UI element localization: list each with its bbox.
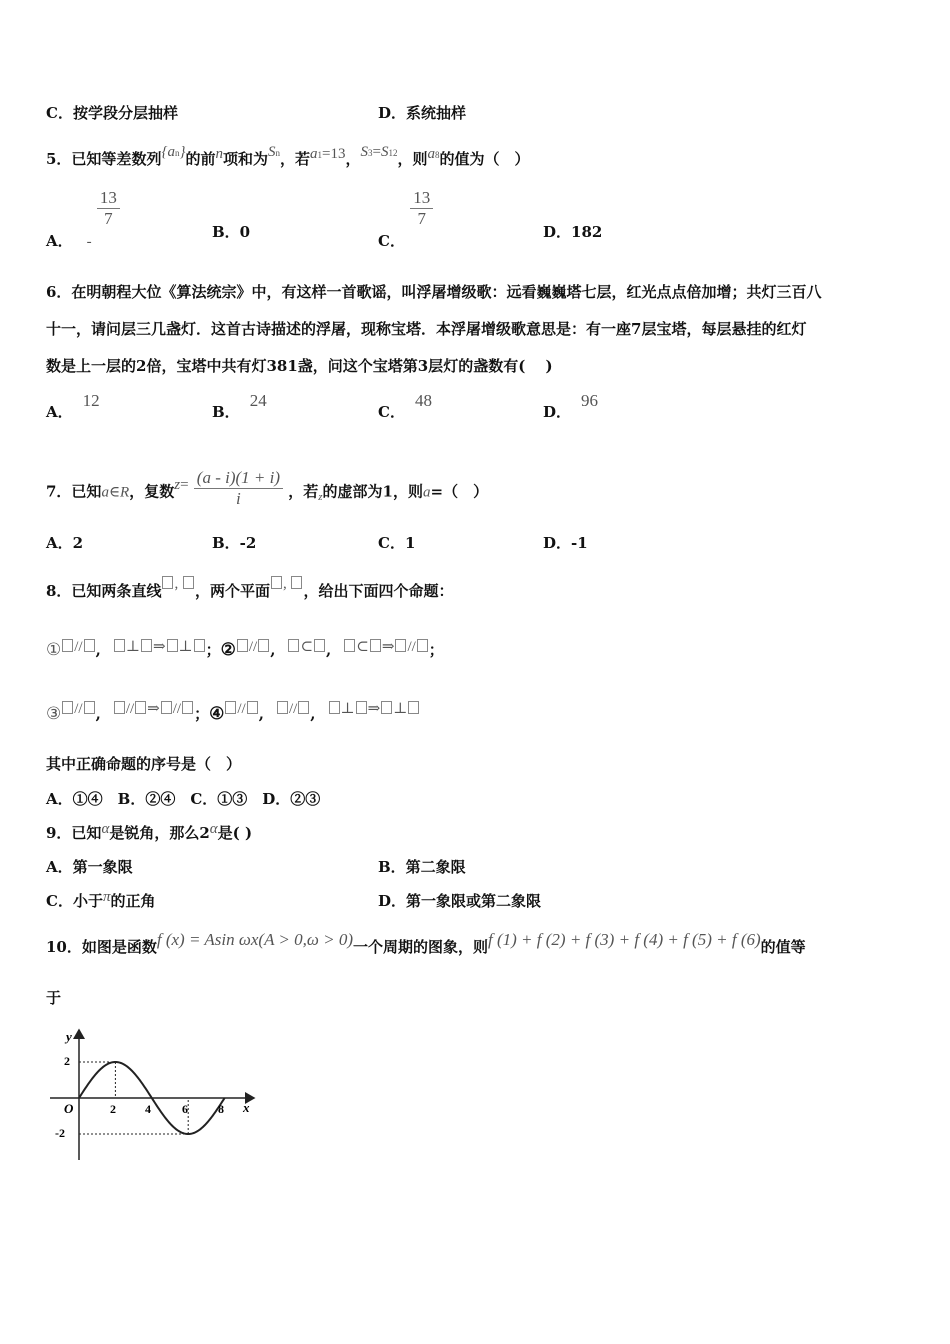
q9-option-c: C．小于π的正角 bbox=[46, 889, 156, 910]
q5-text-1: 5．已知等差数列 bbox=[46, 150, 162, 168]
q9-stem: 9．已知α是锐角，那么2α是( ) bbox=[46, 821, 253, 842]
q6-option-d: D．96 bbox=[543, 391, 599, 421]
q9-option-b: B．第二象限 bbox=[378, 858, 466, 876]
x-tick-8: 8 bbox=[218, 1102, 224, 1116]
q6-line-2: 十一，请问层三几盏灯．这首古诗描述的浮屠，现称宝塔．本浮屠增级歌意思是：有一座7层宝塔，每层悬挂的红灯 bbox=[46, 320, 807, 338]
q5-stem bbox=[46, 144, 530, 169]
q5-a8: a8 bbox=[427, 146, 440, 162]
q5-seq: {an} bbox=[161, 144, 186, 160]
q5-option-c-fraction: $\frac{13}{7}$ bbox=[410, 188, 433, 229]
q5-text-6: ，则 bbox=[397, 150, 428, 168]
y-axis-label: y bbox=[66, 1029, 72, 1044]
q7-option-b: B．-2 bbox=[212, 534, 257, 552]
q10-function: f (x) = Asin ωx(A > 0,ω > 0) bbox=[156, 930, 353, 949]
x-axis-label: x bbox=[243, 1100, 250, 1115]
x-tick-4: 4 bbox=[145, 1102, 151, 1116]
q8-proposition-1-2: ① // , ⊥ ⇒ ⊥ ；② // , ⊂ , ⊂ ⇒ // ； bbox=[46, 639, 444, 660]
q5-S3-eq-S12: S3=S12 bbox=[360, 144, 398, 160]
q8-stem: 8．已知两条直线 , ，两个平面 , ，给出下面四个命题： bbox=[46, 576, 454, 600]
q5-option-b: B．0 bbox=[212, 223, 251, 241]
q5-option-a: A． - $\frac{13}{7}$ bbox=[46, 194, 120, 235]
q5-option-a-fraction: $\frac{13}{7}$ bbox=[97, 188, 120, 229]
q5-text-5: ， bbox=[345, 150, 361, 168]
q6-option-c: C．48 bbox=[378, 391, 432, 421]
q5-option-d: D．182 bbox=[543, 223, 603, 241]
q10-stem-end: 于 bbox=[46, 989, 62, 1007]
q8-question: 其中正确命题的序号是（ ） bbox=[46, 755, 242, 773]
q5-text-4: ，若 bbox=[279, 150, 310, 168]
origin-label: O bbox=[64, 1101, 74, 1116]
q6-option-b: B．24 bbox=[212, 391, 267, 421]
sine-graph bbox=[44, 1024, 264, 1164]
x-tick-2: 2 bbox=[110, 1102, 116, 1116]
q7-fraction: $\frac{(a - i)(1 + i)}{i}$ bbox=[194, 468, 283, 509]
q7-stem: 7．已知a∈R，复数z= $\frac{(a - i)(1 + i)}{i}$ ，若$_z$的虚部为1，则a=（ ） bbox=[46, 468, 489, 508]
q7-condition: a∈R bbox=[101, 484, 130, 501]
y-tick-neg2: -2 bbox=[55, 1126, 65, 1140]
q10-sum: f (1) + f (2) + f (3) + f (4) + f (5) + f (6) bbox=[488, 930, 761, 949]
q8-proposition-3-4: ③ // , // ⇒ // ；④ // , // , ⊥ ⇒ ⊥ bbox=[46, 703, 420, 724]
q5-text-7: 的值为（ ） bbox=[439, 150, 530, 168]
q4-option-c: C．按学段分层抽样 bbox=[46, 104, 178, 122]
q7-option-c: C．1 bbox=[378, 534, 416, 552]
q9-option-a: A．第一象限 bbox=[46, 858, 133, 876]
q5-option-c: C． $\frac{13}{7}$ bbox=[378, 194, 433, 235]
q8-options: A．①④ B．②④ C．①③ D．②③ bbox=[46, 790, 321, 808]
q5-Sn: Sn bbox=[267, 144, 280, 160]
q5-a1: a1=13 bbox=[310, 146, 346, 162]
q6-line-3: 数是上一层的2倍，宝塔中共有灯381盏，问这个宝塔第3层灯的盏数有( ) bbox=[46, 357, 553, 375]
q4-option-d: D．系统抽样 bbox=[378, 104, 467, 122]
q9-option-d: D．第一象限或第二象限 bbox=[378, 892, 542, 910]
q6-option-a: A．12 bbox=[46, 391, 100, 421]
q5-text-2: 的前 bbox=[185, 150, 216, 168]
q7-option-a: A．2 bbox=[46, 534, 84, 552]
q10-stem: 10．如图是函数f (x) = Asin ωx(A > 0,ω > 0)一个周期的图象，则f (1) + f (2) + f (3) + f (4) + f (5) + f (6)的值等 bbox=[46, 930, 806, 956]
q7-option-d: D．-1 bbox=[543, 534, 588, 552]
y-tick-2: 2 bbox=[64, 1054, 70, 1068]
q5-n: n bbox=[215, 146, 223, 162]
x-tick-6: 6 bbox=[182, 1102, 188, 1116]
q5-text-3: 项和为 bbox=[222, 150, 268, 168]
q6-line-1: 6．在明朝程大位《算法统宗》中，有这样一首歌谣，叫浮屠增级歌：远看巍巍塔七层，红光点点倍加增；共灯三百八 bbox=[46, 283, 822, 301]
